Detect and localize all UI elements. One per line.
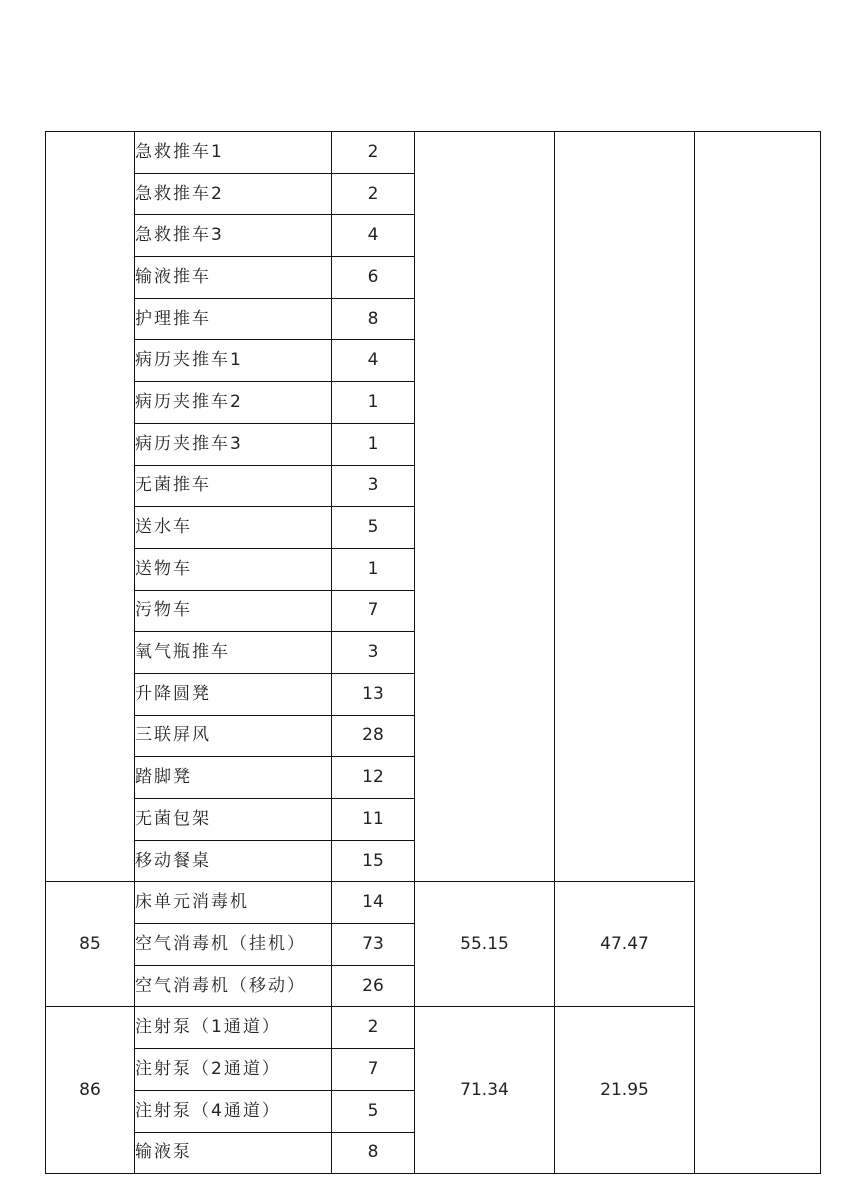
item-qty: 28 [332, 715, 415, 757]
item-qty: 12 [332, 757, 415, 799]
item-name: 无菌包架 [135, 799, 332, 841]
table-row [46, 132, 821, 174]
item-qty: 2 [332, 132, 415, 174]
item-name: 氧气瓶推车 [135, 632, 332, 674]
item-qty: 14 [332, 882, 415, 924]
item-name: 无菌推车 [135, 465, 332, 507]
item-name: 急救推车2 [135, 173, 332, 215]
group-value-1: 55.15 [415, 882, 555, 1007]
item-name: 注射泵（1通道） [135, 1007, 332, 1049]
item-name: 移动餐桌 [135, 840, 332, 882]
item-name: 病历夹推车3 [135, 423, 332, 465]
item-name: 踏脚凳 [135, 757, 332, 799]
item-name: 注射泵（2通道） [135, 1049, 332, 1091]
item-qty: 5 [332, 507, 415, 549]
item-qty: 8 [332, 1132, 415, 1174]
item-qty: 4 [332, 215, 415, 257]
item-name: 病历夹推车1 [135, 340, 332, 382]
value-cell-empty [415, 132, 555, 882]
item-name: 急救推车3 [135, 215, 332, 257]
item-qty: 7 [332, 590, 415, 632]
item-name: 空气消毒机（移动） [135, 965, 332, 1007]
item-qty: 8 [332, 298, 415, 340]
item-qty: 11 [332, 799, 415, 841]
item-qty: 7 [332, 1049, 415, 1091]
item-name: 床单元消毒机 [135, 882, 332, 924]
item-name: 升降圆凳 [135, 673, 332, 715]
group-value-2: 21.95 [555, 1007, 695, 1174]
item-name: 三联屏风 [135, 715, 332, 757]
equipment-table [45, 131, 821, 1174]
item-qty: 1 [332, 423, 415, 465]
value-cell-empty [555, 132, 695, 882]
item-qty: 4 [332, 340, 415, 382]
item-qty: 73 [332, 924, 415, 966]
group-value-1: 71.34 [415, 1007, 555, 1174]
group-seq: 85 [46, 882, 135, 1007]
item-qty: 13 [332, 673, 415, 715]
item-qty: 1 [332, 548, 415, 590]
item-qty: 6 [332, 257, 415, 299]
item-qty: 15 [332, 840, 415, 882]
remarks-cell-empty [695, 132, 821, 1174]
item-name: 空气消毒机（挂机） [135, 924, 332, 966]
item-name: 注射泵（4通道） [135, 1090, 332, 1132]
item-name: 急救推车1 [135, 132, 332, 174]
item-name: 送水车 [135, 507, 332, 549]
seq-cell-empty [46, 132, 135, 882]
item-name: 输液泵 [135, 1132, 332, 1174]
item-name: 污物车 [135, 590, 332, 632]
item-qty: 3 [332, 465, 415, 507]
item-qty: 3 [332, 632, 415, 674]
item-qty: 2 [332, 1007, 415, 1049]
group-value-2: 47.47 [555, 882, 695, 1007]
item-qty: 2 [332, 173, 415, 215]
item-name: 送物车 [135, 548, 332, 590]
item-name: 输液推车 [135, 257, 332, 299]
item-qty: 26 [332, 965, 415, 1007]
item-qty: 1 [332, 382, 415, 424]
group-seq: 86 [46, 1007, 135, 1174]
item-qty: 5 [332, 1090, 415, 1132]
item-name: 病历夹推车2 [135, 382, 332, 424]
item-name: 护理推车 [135, 298, 332, 340]
